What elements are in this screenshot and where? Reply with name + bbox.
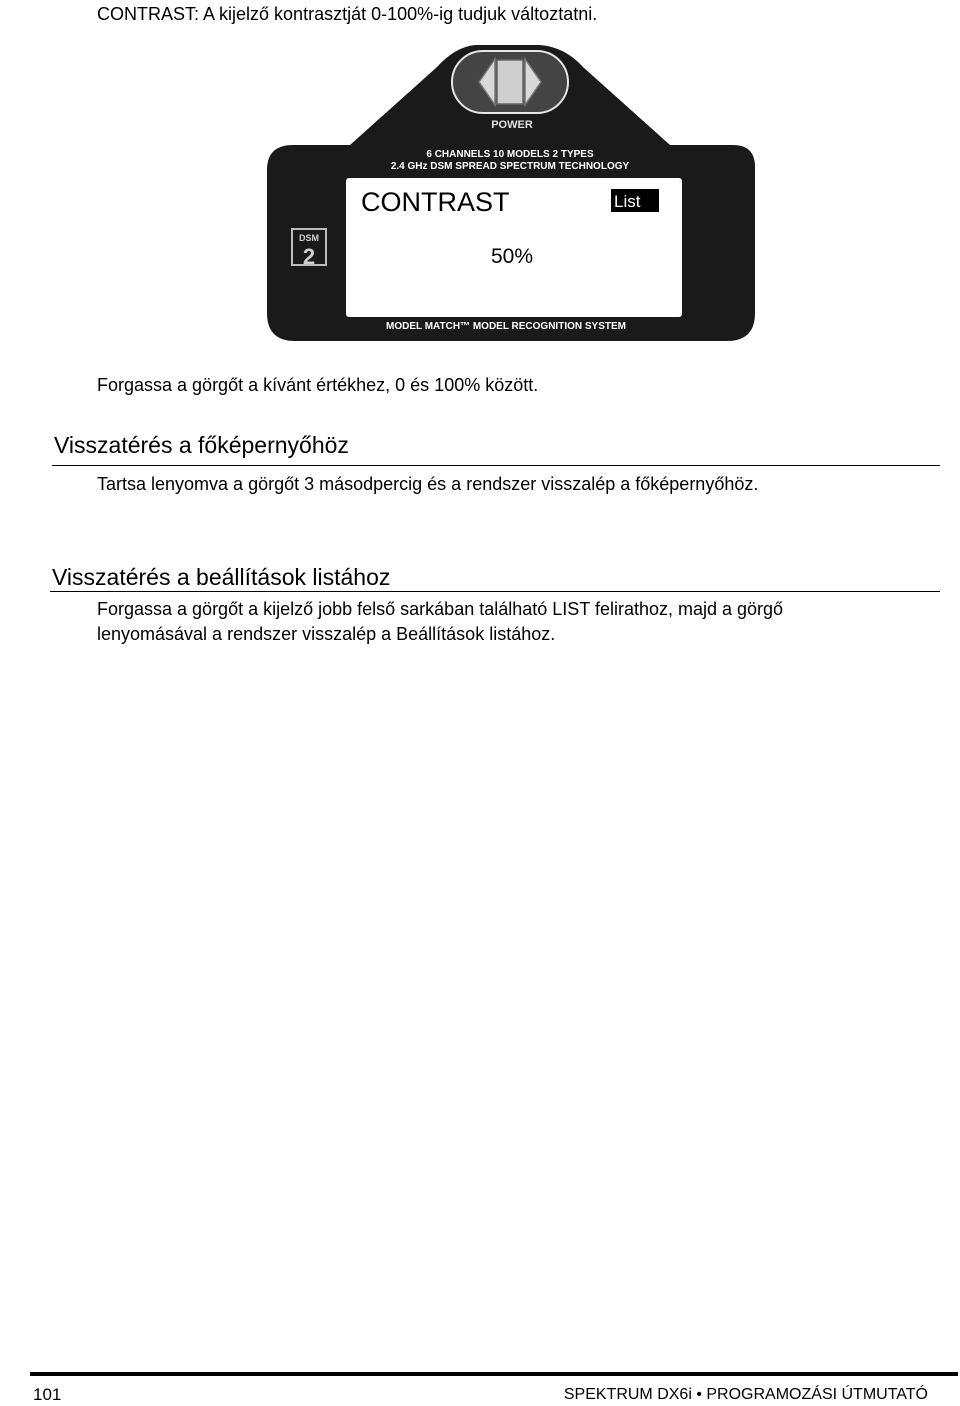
- section-divider: [50, 591, 940, 592]
- spec-line-2: 2.4 GHz DSM SPREAD SPECTRUM TECHNOLOGY: [390, 161, 630, 172]
- page-number: 101: [33, 1385, 62, 1404]
- footer-rule: [30, 1372, 958, 1376]
- list-label: List: [614, 192, 641, 211]
- instruction-text: Forgassa a görgőt a kívánt értékhez, 0 és 100% között.: [97, 375, 539, 395]
- section-heading-main-screen: Visszatérés a főképernyőhöz: [54, 432, 349, 458]
- footer-title: SPEKTRUM DX6i • PROGRAMOZÁSI ÚTMUTATÓ: [563, 1386, 928, 1403]
- bottom-banner: MODEL MATCH™ MODEL RECOGNITION SYSTEM: [385, 321, 627, 332]
- screen-title: CONTRAST: [361, 187, 510, 217]
- section-body-main-screen: Tartsa lenyomva a görgőt 3 másodpercig és a rendszer visszalép a főképernyőhöz.: [97, 474, 759, 494]
- contrast-value: 50%: [491, 245, 534, 268]
- section-body-line-1: Forgassa a görgőt a kijelző jobb felső sarkában található LIST felirathoz, majd a görgő: [97, 599, 784, 619]
- transmitter-display-illustration: [265, 45, 755, 345]
- intro-line: CONTRAST: A kijelző kontrasztját 0-100%-ig tudjuk változtatni.: [97, 4, 598, 24]
- spec-line-1: 6 CHANNELS 10 MODELS 2 TYPES: [426, 149, 594, 160]
- dsm-logo-numeral: 2: [302, 244, 316, 269]
- power-label: POWER: [491, 119, 533, 131]
- dsm-logo-text: DSM: [299, 233, 319, 243]
- section-heading-settings-list: Visszatérés a beállítások listához: [52, 564, 391, 590]
- section-divider: [52, 465, 940, 466]
- section-body-line-2: lenyomásával a rendszer visszalép a Beállítások listához.: [97, 624, 556, 644]
